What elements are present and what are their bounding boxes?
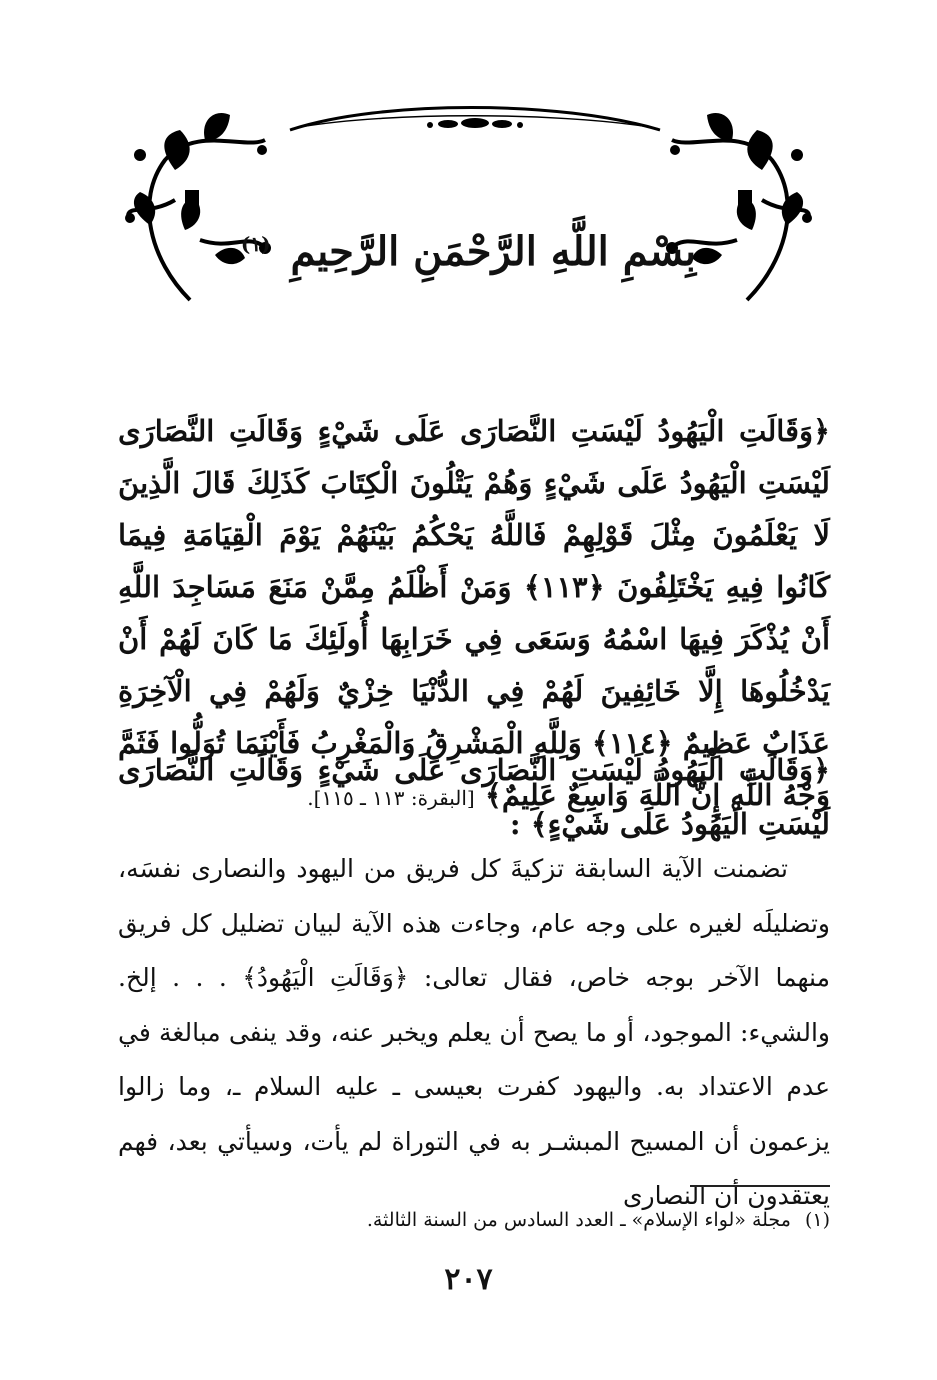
page-number: ٢٠٧ [444, 1262, 493, 1297]
quran-reference: [البقرة: ١١٣ ـ ١١٥]. [307, 786, 475, 810]
footnote [118, 1205, 830, 1235]
floral-ornament [0, 0, 937, 330]
quran-open-bracket: ﴿ [813, 414, 830, 448]
quran-heading-text: ﴿وَقَالَتِ الْيَهُودُ لَيْسَتِ النَّصَارَى عَلَى شَيْءٍ وَقَالَتِ النَّصَارَى لَيْسَتِ الْيَهُودُ عَلَى شَيْءٍ﴾ : [118, 753, 830, 841]
quran-heading [118, 743, 830, 851]
quran-passage-text: وَقَالَتِ الْيَهُودُ لَيْسَتِ النَّصَارَى عَلَى شَيْءٍ وَقَالَتِ النَّصَارَى لَيْسَتِ الْيَهُودُ عَلَى شَيْءٍ وَهُمْ يَتْلُونَ الْكِتَابَ كَذَلِكَ قَالَ الَّذِينَ لَا يَعْلَمُونَ مِثْلَ قَوْلِهِمْ فَاللَّهُ يَحْكُمُ بَيْنَهُمْ يَوْمَ الْقِيَامَةِ فِيمَا كَانُوا فِيهِ يَخْتَلِفُونَ ﴿١١٣﴾ وَمَنْ أَظْلَمُ مِمَّنْ مَنَعَ مَسَاجِدَ اللَّهِ أَنْ يُذْكَرَ فِيهَا اسْمُهُ وَسَعَى فِي خَرَابِهَا أُولَئِكَ مَا كَانَ لَهُمْ أَنْ يَدْخُلُوهَا إِلَّا خَائِفِينَ لَهُمْ فِي الدُّنْيَا خِزْيٌ وَلَهُمْ فِي الْآخِرَةِ عَذَابٌ عَظِيمٌ ﴿١١٤﴾ وَلِلَّهِ الْمَشْرِقُ وَالْمَغْرِبُ فَأَيْنَمَا تُوَلُّوا فَثَمَّ وَجْهُ اللَّهِ إِنَّ اللَّهَ وَاسِعٌ عَلِيمٌ [118, 414, 830, 812]
footnote-divider [690, 1185, 830, 1187]
basmala-footnote-marker: (١) [240, 231, 271, 256]
basmala-text: بِسْمِ اللَّهِ الرَّحْمَنِ الرَّحِيمِ [290, 228, 697, 275]
commentary-body [118, 842, 830, 1224]
quran-close-bracket: ﴾ [484, 778, 502, 812]
commentary-paragraph: تضمنت الآية السابقة تزكيةَ كل فريق من اليهود والنصارى نفسَه، وتضليلَه لغيره على وجه عام، وجاءت هذه الآية لبيان تضليل كل فريق منهما الآخر بوجه خاص، فقال تعالى: ﴿وَقَالَتِ الْيَهُودُ﴾ . . . إلخ. والشيء: الموجود، أو ما يصح أن يعلم ويخبر عنه، وقد ينفى مبالغة في عدم الاعتداد به. واليهود كفرت بعيسى ـ عليه السلام ـ، وما زالوا يزعمون أن المسيح المبشـر به في التوراة لم يأت، وسيأتي بعد، فهم يعتقدون أن النصارى [118, 854, 830, 1210]
basmala-heading [0, 228, 937, 275]
footnote-number: (١) [804, 1209, 830, 1231]
footnote-text: مجلة «لواء الإسلام» ـ العدد السادس من السنة الثالثة. [366, 1209, 791, 1231]
